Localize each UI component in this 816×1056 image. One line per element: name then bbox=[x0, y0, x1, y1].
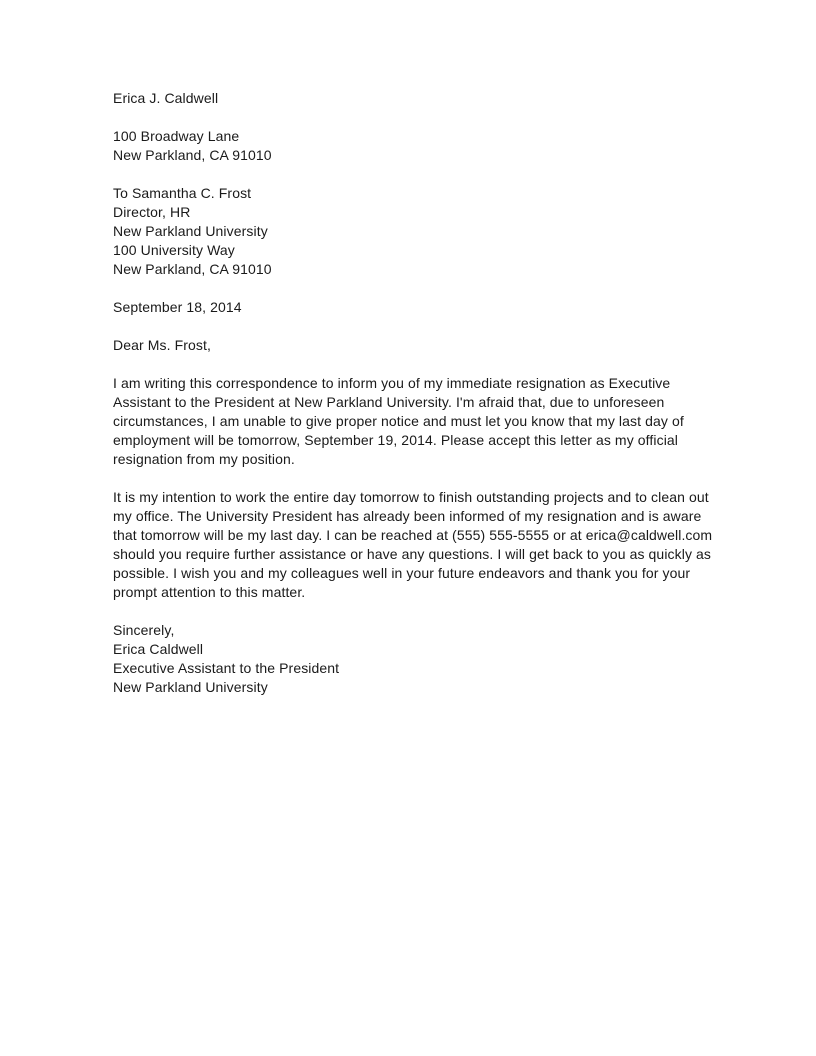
paragraph-line: prompt attention to this matter. bbox=[113, 584, 306, 600]
sender-name: Erica J. Caldwell bbox=[113, 90, 219, 106]
paragraph-line: my office. The University President has already been informed of my resignation and is aware bbox=[113, 508, 702, 524]
spacer bbox=[113, 317, 713, 336]
paragraph-line: employment will be tomorrow, September 19, 2014. Please accept this letter as my official bbox=[113, 432, 679, 448]
spacer bbox=[113, 355, 713, 374]
paragraph-line: Assistant to the President at New Parkland University. I'm afraid that, due to unforeseen bbox=[113, 394, 665, 410]
spacer bbox=[113, 165, 713, 184]
spacer bbox=[113, 108, 713, 127]
sender-address-line2: New Parkland, CA 91010 bbox=[113, 147, 272, 163]
signer-organization: New Parkland University bbox=[113, 679, 268, 695]
body-paragraph-2 bbox=[113, 488, 713, 602]
sender-address-line1: 100 Broadway Lane bbox=[113, 128, 240, 144]
spacer bbox=[113, 469, 713, 488]
recipient-line5: New Parkland, CA 91010 bbox=[113, 261, 272, 277]
recipient-line3: New Parkland University bbox=[113, 223, 268, 239]
spacer bbox=[113, 602, 713, 621]
spacer bbox=[113, 279, 713, 298]
recipient-line1: To Samantha C. Frost bbox=[113, 185, 252, 201]
closing-block bbox=[113, 621, 713, 697]
recipient-line4: 100 University Way bbox=[113, 242, 235, 258]
paragraph-line: that tomorrow will be my last day. I can be reached at (555) 555-5555 or at erica@caldwell.com bbox=[113, 527, 713, 543]
recipient-line2: Director, HR bbox=[113, 204, 191, 220]
recipient-block bbox=[113, 184, 713, 279]
signer-title: Executive Assistant to the President bbox=[113, 660, 340, 676]
letter-page bbox=[113, 89, 713, 697]
body-paragraph-1 bbox=[113, 374, 713, 469]
paragraph-line: It is my intention to work the entire day tomorrow to finish outstanding projects and to clean out bbox=[113, 489, 709, 505]
salutation: Dear Ms. Frost, bbox=[113, 337, 211, 353]
paragraph-line: should you require further assistance or have any questions. I will get back to you as quickly as bbox=[113, 546, 712, 562]
signer-name: Erica Caldwell bbox=[113, 641, 204, 657]
paragraph-line: circumstances, I am unable to give proper notice and must let you know that my last day of bbox=[113, 413, 684, 429]
letter-date: September 18, 2014 bbox=[113, 299, 242, 315]
paragraph-line: I am writing this correspondence to inform you of my immediate resignation as Executive bbox=[113, 375, 671, 391]
paragraph-line: possible. I wish you and my colleagues well in your future endeavors and thank you for your bbox=[113, 565, 691, 581]
paragraph-line: resignation from my position. bbox=[113, 451, 295, 467]
sender-block bbox=[113, 89, 713, 165]
valediction: Sincerely, bbox=[113, 622, 175, 638]
